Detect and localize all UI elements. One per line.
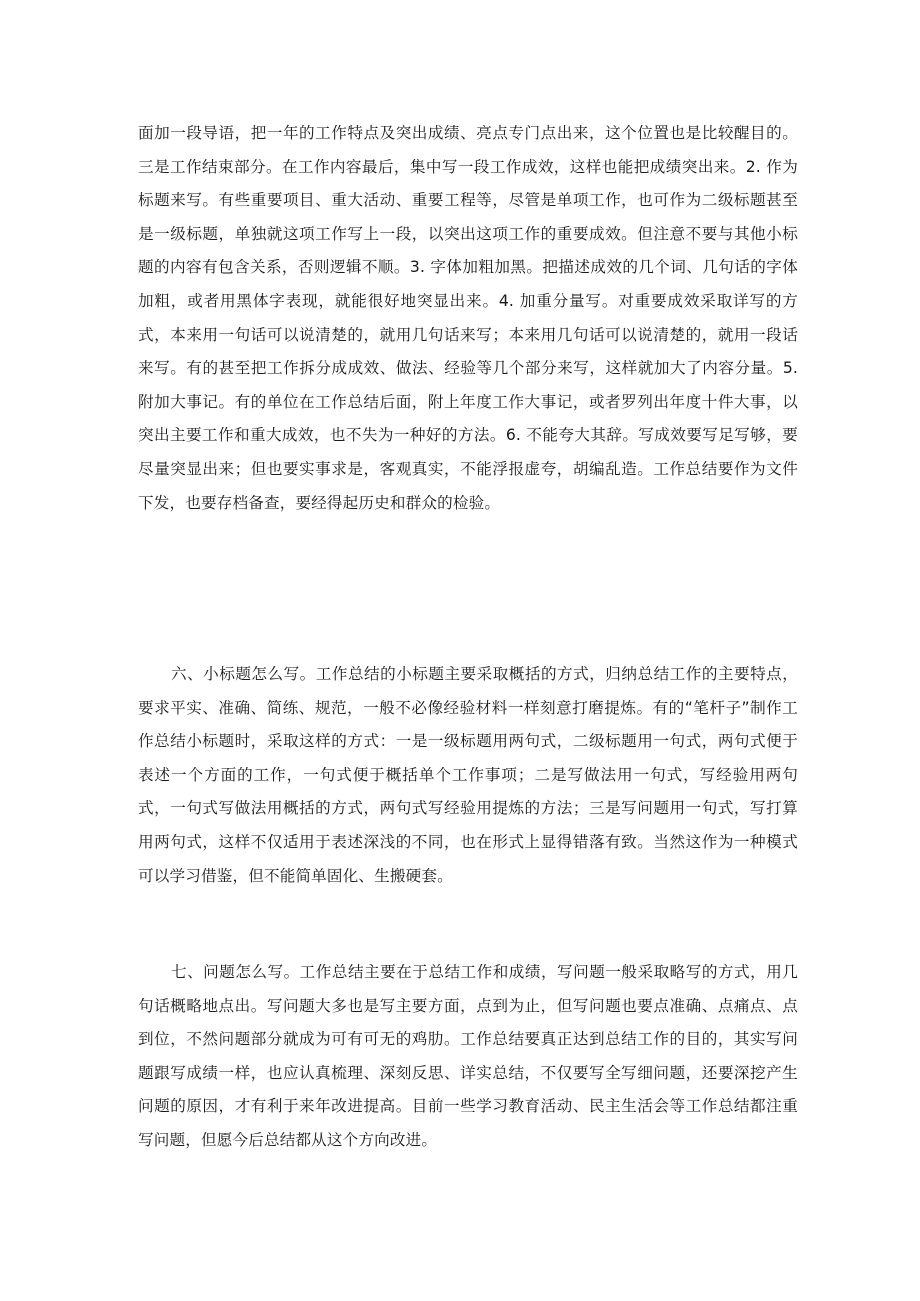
paragraph-subheadings: 六、小标题怎么写。工作总结的小标题主要采取概括的方式，归纳总结工作的主要特点，要求平实、准确、简练、规范，一般不必像经验材料一样刻意打磨提炼。有的“笔杆子”制作工作总结小标题时，采取这样的方式：一是一级标题用两句式，二级标题用一句式，两句式便于表述一个方面的工作，一句式便于概括单个工作事项；二是写做法用一句式，写经验用两句式，一句式写做法用概括的方式，两句式写经验用提炼的方法；三是写问题用一句式，写打算用两句式，这样不仅适用于表述深浅的不同，也在形式上显得错落有致。当然这作为一种模式可以学习借鉴，但不能简单固化、生搬硬套。 — [138, 665, 798, 885]
paragraph-problems: 七、问题怎么写。工作总结主要在于总结工作和成绩，写问题一般采取略写的方式，用几句话概略地点出。写问题大多也是写主要方面，点到为止，但写问题也要点准确、点痛点、点到位，不然问题部分就成为可有可无的鸡肋。工作总结要真正达到总结工作的目的，其实写问题跟写成绩一样，也应认真梳理、深刻反思、详实总结，不仅要写全写细问题，还要深挖产生问题的原因，才有利于来年改进提高。目前一些学习教育活动、民主生活会等工作总结都注重写问题，但愿今后总结都从这个方向改进。 — [138, 963, 798, 1149]
paragraph-achievements-continued: 面加一段导语，把一年的工作特点及突出成绩、亮点专门点出来，这个位置也是比较醒目的。三是工作结束部分。在工作内容最后，集中写一段工作成效，这样也能把成绩突出来。2. 作为标题来写。有些重要项目、重大活动、重要工程等，尽管是单项工作，也可作为二级标题甚至是一级标题，单独就这项工作写上一段，以突出这项工作的重要成效。但注意不要与其他小标题的内容有包含关系，否则逻辑不顺。3. 字体加粗加黑。把描述成效的几个词、几句话的字体加粗，或者用黑体字表现，就能很好地突显出来。4. 加重分量写。对重要成效采取详写的方式，本来用一句话可以说清楚的，就用几句话来写；本来用几句话可以说清楚的，就用一段话来写。有的甚至把工作拆分成成效、做法、经验等几个部分来写，这样就加大了内容分量。5.附加大事记。有的单位在工作总结后面，附上年度工作大事记，或者罗列出年度十件大事，以突出主要工作和重大成效，也不失为一种好的方法。6. 不能夸大其辞。写成效要写足写够，要尽量突显出来；但也要实事求是，客观真实，不能浮报虚夸，胡编乱造。工作总结要作为文件下发，也要存档备查，要经得起历史和群众的检验。 — [138, 124, 798, 512]
